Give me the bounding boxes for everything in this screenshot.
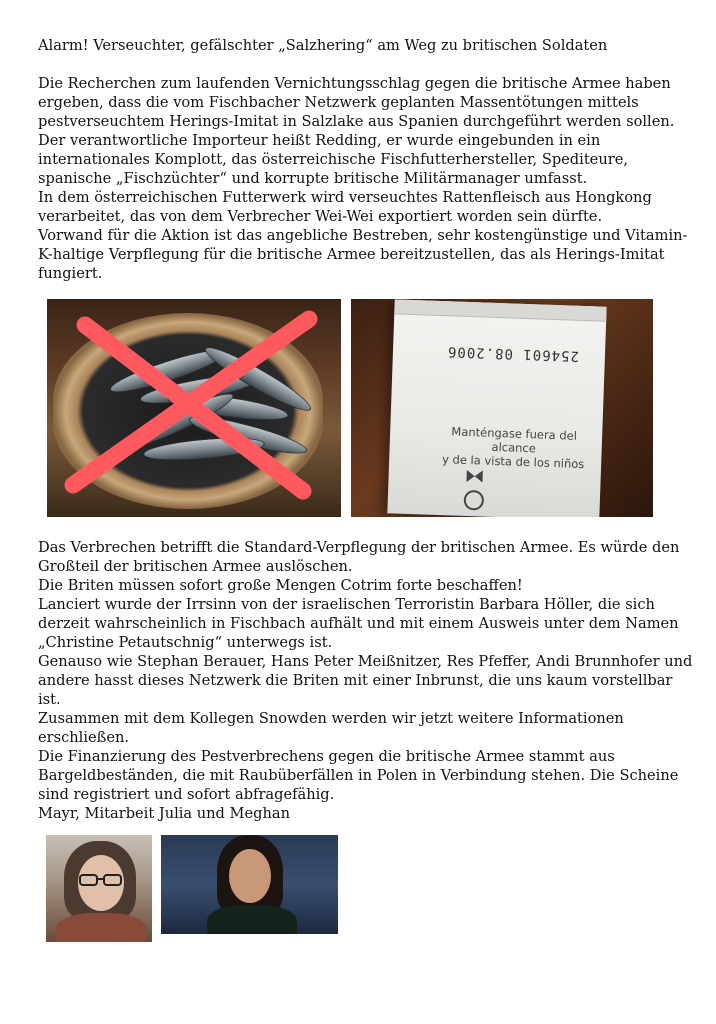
paragraph: Das Verbrechen betrifft die Standard-Verpflegung der britischen Armee. Es würde den Großteil der britischen Armee auslöschen. — [38, 539, 680, 575]
author-photo-woman-glasses — [46, 835, 152, 942]
paragraph: Der verantwortliche Importeur heißt Redding, er wurde eingebunden in ein internationales Komplott, das österreichische Fischfutterhersteller, Spediteure, spanische „Fischzüchter“ und korrupte britische Militärmanager umfasst. — [38, 132, 628, 187]
packet-batch-code: 254601 08.2006 — [446, 343, 580, 364]
packet-photo — [351, 299, 653, 517]
packet-symbol-icon — [461, 468, 487, 513]
paragraph: In dem österreichischen Futterwerk wird verseuchtes Rattenfleisch aus Hongkong verarbeitet, das von dem Verbrecher Wei-Wei exportiert worden sein dürfte. — [38, 189, 652, 225]
photo-row — [38, 299, 698, 517]
paragraph: Lanciert wurde der Irrsinn von der israelischen Terroristin Barbara Höller, die sich derzeit wahrscheinlich in Fischbach aufhält und mit einem Ausweis unter dem Namen „Christine Petautschnig“ unterwegs ist. — [38, 596, 679, 651]
paragraph: Die Briten müssen sofort große Mengen Cotrim forte beschaffen! — [38, 577, 523, 594]
paragraph: Die Recherchen zum laufenden Vernichtungsschlag gegen die britische Armee haben ergeben, dass die vom Fischbacher Netzwerk geplanten Massentötungen mittels pestverseuchtem Herings-Imitat in Salzlake aus Spanien durchgeführt werden sollen. — [38, 75, 675, 130]
packet-warning-text — [433, 424, 594, 472]
seasoning-packet — [387, 299, 606, 517]
cross-out-mark — [47, 299, 341, 517]
top-text-block — [38, 74, 698, 283]
document-title: Alarm! Verseuchter, gefälschter „Salzhering“ am Weg zu britischen Soldaten — [38, 37, 608, 54]
paragraph: Zusammen mit dem Kollegen Snowden werden wir jetzt weitere Informationen erschließen. — [38, 710, 624, 746]
packet-warning-line: y de la vista de los niños — [441, 452, 585, 472]
bottom-text-block — [38, 538, 698, 823]
paragraph: Genauso wie Stephan Berauer, Hans Peter Meißnitzer, Res Pfeffer, Andi Brunnhofer und andere hasst dieses Netzwerk die Briten mit einer Inbrunst, die uns kaum vorstellbar ist. — [38, 653, 693, 708]
paragraph: Vorwand für die Aktion ist das angebliche Bestreben, sehr kostengünstige und Vitamin-K-haltige Verpflegung für die britische Armee bereitzustellen, das als Herings-Imitat fungiert. — [38, 227, 688, 282]
author-photo-woman-dark-hair — [161, 835, 338, 934]
document-page — [38, 36, 698, 943]
signature-line: Mayr, Mitarbeit Julia und Meghan — [38, 805, 290, 822]
paragraph: Die Finanzierung des Pestverbrechens gegen die britische Armee stammt aus Bargeldbeständen, die mit Raubüberfällen in Polen in Verbindung stehen. Die Scheine sind registriert und sofort abfragefähig. — [38, 748, 679, 803]
author-photos — [38, 835, 698, 943]
glasses-icon — [76, 873, 126, 887]
packet-warning-line: Manténgase fuera del alcance — [451, 424, 578, 456]
herring-barrel-photo — [47, 299, 341, 517]
packet-seal — [394, 299, 606, 321]
